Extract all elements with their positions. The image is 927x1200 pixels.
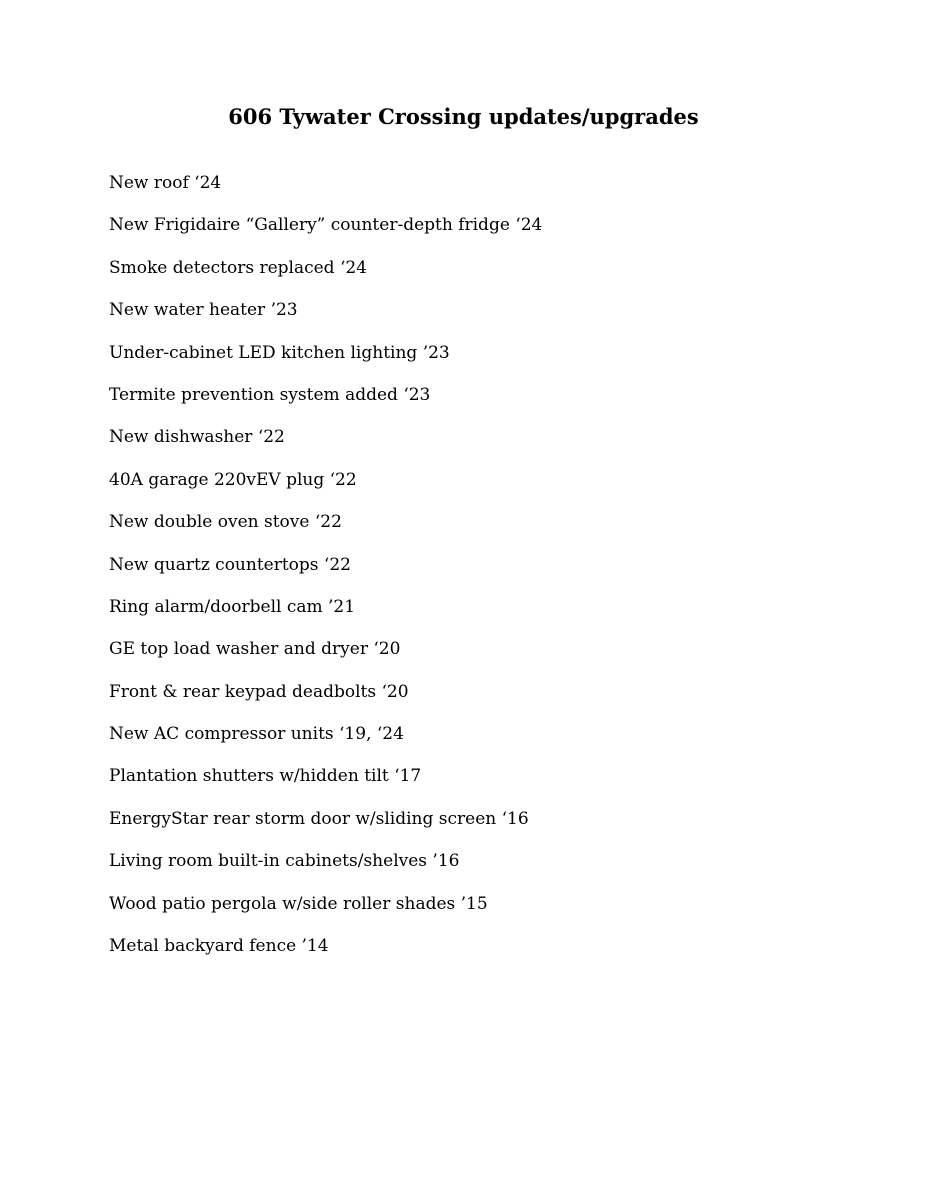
list-item: New water heater ’23	[109, 300, 298, 321]
list-item: Plantation shutters w/hidden tilt ‘17	[109, 766, 422, 787]
list-item: Smoke detectors replaced ‘24	[109, 257, 367, 278]
list-item: New Frigidaire “Gallery” counter-depth fridge ‘24	[109, 215, 543, 236]
list-item: New quartz countertops ‘22	[109, 554, 351, 575]
list-item: EnergyStar rear storm door w/sliding screen ‘16	[109, 808, 529, 829]
list-item: Front & rear keypad deadbolts ‘20	[109, 681, 409, 702]
list-item: Ring alarm/doorbell cam ’21	[109, 596, 356, 617]
list-item: Wood patio pergola w/side roller shades ’15	[109, 893, 488, 914]
list-item: Metal backyard fence ’14	[109, 936, 329, 957]
list-item: Living room built-in cabinets/shelves ’16	[109, 851, 460, 872]
list-item: New roof ‘24	[109, 173, 222, 193]
list-item: GE top load washer and dryer ‘20	[109, 639, 401, 660]
list-item: Under-cabinet LED kitchen lighting ’23	[109, 342, 450, 363]
list-item: New dishwasher ‘22	[109, 427, 285, 448]
document-title: 606 Tywater Crossing updates/upgrades	[228, 104, 699, 129]
list-item: 40A garage 220vEV plug ‘22	[109, 469, 357, 490]
list-item: New double oven stove ‘22	[109, 512, 342, 533]
list-item: New AC compressor units ‘19, ‘24	[109, 724, 404, 745]
upgrade-list	[109, 167, 542, 972]
list-item: Termite prevention system added ‘23	[109, 384, 431, 405]
